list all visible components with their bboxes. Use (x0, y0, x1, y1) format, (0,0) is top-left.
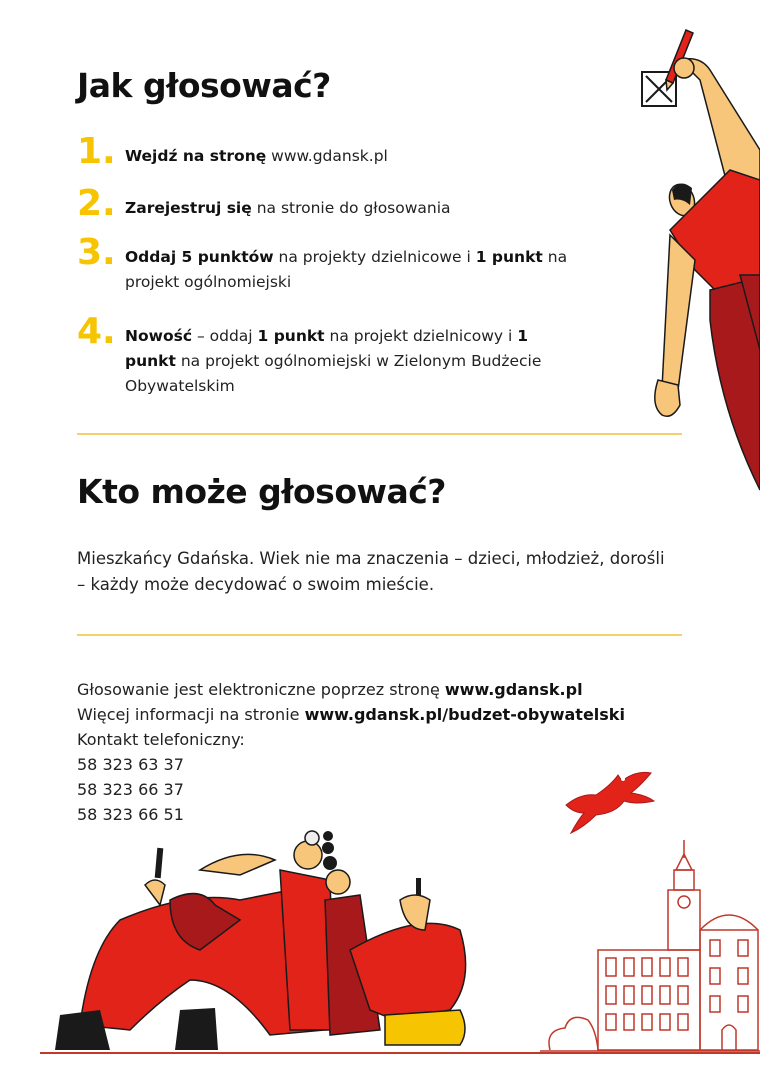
page-title: Jak głosować? (77, 66, 331, 105)
step-text: na projekt ogólnomiejski (125, 248, 568, 291)
step-text: na projekt ogólnomiejski w Zielonym Budżecie Obywatelskim (125, 352, 542, 395)
voter-illustration (600, 20, 760, 500)
step-number: 2. (77, 183, 116, 224)
step-bold: Wejdź na stronę (125, 147, 267, 165)
step-text: na projekty dzielnicowe i (273, 248, 476, 266)
step-bold: 1 punkt (475, 248, 543, 266)
town-hall-icon (540, 840, 760, 1055)
people-illustration (40, 830, 480, 1055)
bird-icon (556, 765, 666, 835)
phone-number: 58 323 66 51 (77, 805, 184, 824)
step-text: na projekt dzielnicowy i (324, 327, 518, 345)
ground-line (40, 1052, 760, 1054)
step-bold: Nowość (125, 327, 193, 345)
phone-number: 58 323 66 37 (77, 780, 184, 799)
step-number: 3. (77, 232, 116, 273)
step-bold: 1 punkt (125, 327, 529, 370)
step-number: 4. (77, 311, 116, 352)
contact-line-2: Więcej informacji na stronie www.gdansk.pl/budzet-obywatelski (77, 705, 625, 724)
contact-block (77, 677, 625, 827)
budget-link[interactable]: www.gdansk.pl/budzet-obywatelski (304, 705, 625, 724)
step-bold: 1 punkt (257, 327, 325, 345)
step-text: – oddaj (192, 327, 258, 345)
section-title: Kto może głosować? (77, 472, 446, 511)
step-text: na stronie do głosowania (251, 199, 451, 217)
divider (77, 634, 682, 636)
step-bold: Oddaj 5 punktów (125, 248, 274, 266)
step-number: 1. (77, 131, 116, 172)
section-body: Mieszkańcy Gdańska. Wiek nie ma znaczenia – dzieci, młodzież, dorośli – każdy może decydować o swoim mieście. (77, 549, 665, 594)
phone-label: Kontakt telefoniczny: (77, 730, 245, 749)
phone-number: 58 323 63 37 (77, 755, 184, 774)
step-text: www.gdansk.pl (266, 147, 388, 165)
divider (77, 433, 682, 435)
contact-line-1: Głosowanie jest elektroniczne poprzez stronę www.gdansk.pl (77, 680, 583, 699)
website-link[interactable]: www.gdansk.pl (444, 680, 583, 699)
step-bold: Zarejestruj się (125, 199, 252, 217)
